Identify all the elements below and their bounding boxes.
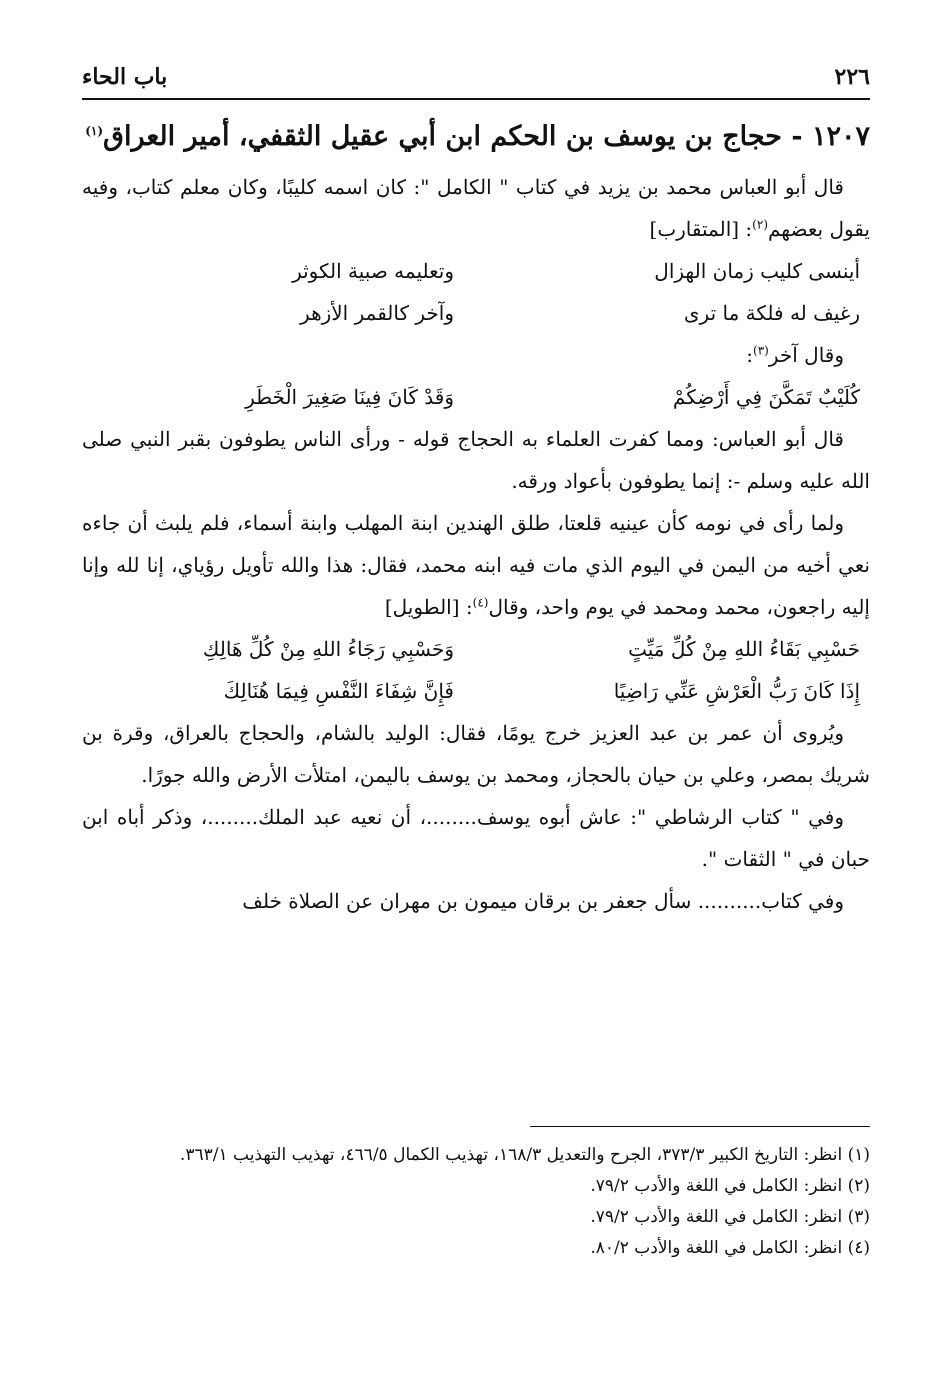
paragraph: [82, 502, 870, 628]
verse-hemistich-second: فَإِنَّ شِفَاءَ النَّفْسِ فِيمَا هُنَالِكَ: [223, 679, 454, 703]
running-header: [82, 60, 870, 100]
footnote: (٣) انظر: الكامل في اللغة والأدب ٧٩/٢.: [590, 1207, 870, 1227]
verse-hemistich-second: وتعليمه صبية الكوثر: [292, 259, 454, 283]
meter-label: : [المتقارب]: [649, 217, 753, 241]
footnote-ref: (١): [85, 124, 104, 138]
meter-label: : [الطويل]: [384, 595, 473, 619]
entry-title-text: ١٢٠٧ - حجاج بن يوسف بن الحكم ابن أبي عقيل الثقفي، أمير العراق: [103, 121, 870, 152]
footnote-ref: (٢): [752, 217, 768, 232]
entry-title: [82, 112, 870, 162]
verse-line: [82, 670, 870, 712]
paragraph: [82, 334, 870, 376]
paragraph-text: :: [746, 343, 754, 367]
verse-hemistich-second: وَقَدْ كَانَ فِينَا صَغِيرَ الْخَطَرِ: [245, 385, 454, 409]
section-title: باب الحاء: [82, 64, 168, 90]
footnote-ref: (٤): [472, 595, 489, 610]
verse-hemistich-second: وَحَسْبِي رَجَاءُ اللهِ مِنْ كُلِّ هَالِكِ: [202, 637, 454, 661]
verse-hemistich-first: إِذَا كَانَ رَبُّ الْعَرْشِ عَنِّي رَاضِيًا: [613, 679, 860, 703]
verse-hemistich-first: حَسْبِي بَقَاءُ اللهِ مِنْ كُلِّ مَيِّتٍ: [628, 637, 860, 661]
verse-hemistich-first: كُلَيْبٌ تَمَكَّنَ فِي أَرْضِكُمْ: [672, 385, 860, 409]
verse-hemistich-second: وآخر كالقمر الأزهر: [300, 301, 454, 325]
verse-line: [82, 250, 870, 292]
verse-line: [82, 628, 870, 670]
verse-hemistich-first: أينسى كليب زمان الهزال: [654, 259, 860, 283]
footnote: (٤) انظر: الكامل في اللغة والأدب ٨٠/٢.: [590, 1238, 870, 1258]
verse-hemistich-first: رغيف له فلكة ما ترى: [683, 301, 860, 325]
footnote: (١) انظر: التاريخ الكبير ٣٧٣/٣، الجرح والتعديل ١٦٨/٣، تهذيب الكمال ٤٦٦/٥، تهذيب التهذيب ٣٦٣/١.: [179, 1145, 870, 1165]
paragraph: ويُروى أن عمر بن عبد العزيز خرج يومًا، فقال: الوليد بالشام، والحجاج بالعراق، وقرة بن شريك بمصر، وعلي بن حيان بالحجاز، ومحمد بن يوسف باليمن، امتلأت الأرض والله جورًا.: [82, 721, 870, 787]
footnote: (٢) انظر: الكامل في اللغة والأدب ٧٩/٢.: [590, 1176, 870, 1196]
verse-line: [82, 292, 870, 334]
footnote-separator: [530, 1126, 870, 1127]
paragraph: [82, 166, 870, 250]
footnote-ref: (٣): [753, 343, 769, 358]
footnotes: [82, 1140, 870, 1264]
paragraph-text: وقال آخر: [768, 343, 844, 367]
paragraph: وفي " كتاب الرشاطي ": عاش أبوه يوسف........، أن نعيه عبد الملك........، وذكر أباه ابن حبان في " الثقات ".: [82, 805, 870, 871]
paragraph: وفي كتاب.......... سأل جعفر بن برقان ميمون بن مهران عن الصلاة خلف: [242, 889, 844, 913]
paragraph-text: قال أبو العباس محمد بن يزيد في كتاب " الكامل ": كان اسمه كليبًا، وكان معلم كتاب، وفيه يقول بعضهم: [82, 175, 870, 241]
paragraph: قال أبو العباس: ومما كفرت العلماء به الحجاج قوله - ورأى الناس يطوفون بقبر النبي صلى الله عليه وسلم -: إنما يطوفون بأعواد ورقه.: [82, 427, 870, 493]
page-number: ٢٢٦: [834, 64, 870, 90]
paragraph-text: ولما رأى في نومه كأن عينيه قلعتا، طلق الهندين ابنة المهلب وابنة أسماء، فلم يلبث أن جاءه نعي أخيه من اليمن في اليوم الذي مات فيه ابنه محمد، فقال: هذا والله تأويل رؤياي، إنا لله وإنا إليه راجعون، محمد ومحمد في يوم واحد، وقال: [82, 511, 870, 619]
verse-line: [82, 376, 870, 418]
main-text: [82, 112, 870, 922]
